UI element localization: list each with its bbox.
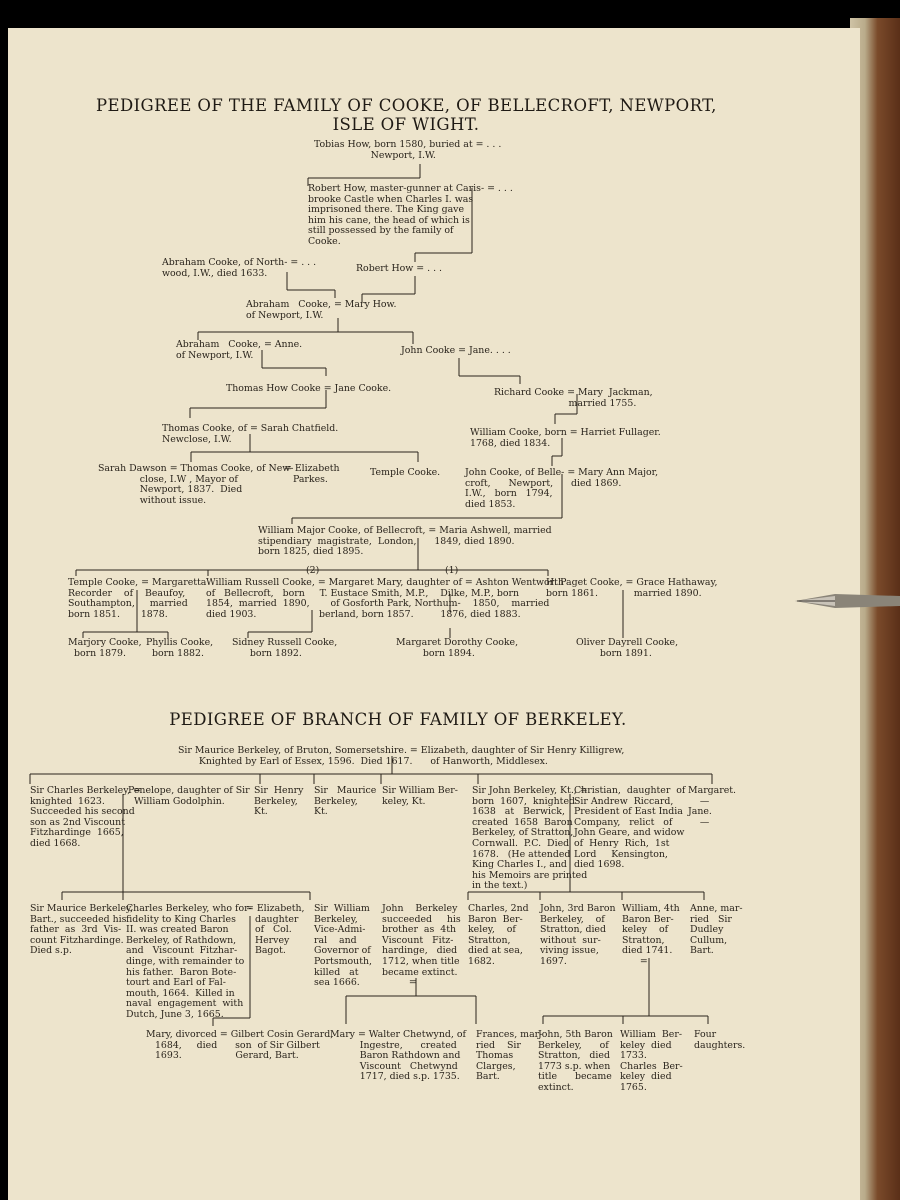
pedigree-entry: Sir Maurice Berkeley, Bart., succeeded his father as 3rd Vis- count Fitzhardinge. Died s.p. [30,903,134,957]
pedigree-entry: John Cooke, of Belle- = Mary Ann Major, croft, Newport, died 1869. I.W., born 1794, died 1853. [465,467,659,510]
pedigree-entry: John, 3rd Baron Berkeley, of Stratton, died without sur- viving issue, 1697. [540,903,616,967]
marriage-index: (1) [445,565,459,576]
berkeley-pedigree-title: PEDIGREE OF BRANCH OF FAMILY OF BERKELEY. [169,710,627,729]
pedigree-entry: Thomas Cooke, of = Sarah Chatfield. Newclose, I.W. [162,423,339,445]
pedigree-entry: Abraham Cooke, of North- = . . . wood, I.W., died 1633. [162,257,317,279]
pedigree-entry: Sir Charles Berkeley, = knighted 1623. Succeeded his second son as 2nd Viscount Fitzhardinge 1665, died 1668. [30,785,142,849]
pedigree-entry: John Berkeley succeeded his brother as 4th Viscount Fitz- hardinge, died 1712, when title became extinct. = [382,903,461,989]
marriage-index: (2) [306,565,320,576]
pedigree-entry: Charles Berkeley, who for- fidelity to King Charles II. was created Baron Berkeley, of Rathdown, and Viscount Fitzhar- dinge, with remainder to his father. Baron Bote- tourt and Earl of Fal- mouth, 1664. Killed in naval engagement with Dutch, June 3, 1665. [126,903,252,1020]
pedigree-entry: John Cooke = Jane. . . . [401,345,511,356]
pedigree-entry: Frances, mar- ried Sir Thomas Clarges, Bart. [476,1029,543,1083]
pedigree-entry: Four daughters. [694,1029,746,1051]
pedigree-entry: Mary = Walter Chetwynd, of Ingestre, created Baron Rathdown and Viscount Chetwynd 1717, died s.p. 1735. [330,1029,466,1083]
pedigree-entry: Robert How = . . . [356,263,443,274]
pedigree-entry: Sir Maurice Berkeley, of Bruton, Somersetshire. = Elizabeth, daughter of Sir Henry Killigrew, Knighted by Earl of Essex, 1596. Died 1617. of Hanworth, Middlesex. [178,745,625,767]
pedigree-entry: H. Paget Cooke, = Grace Hathaway, born 1861. married 1890. [546,577,718,599]
pedigree-entry: Richard Cooke = Mary Jackman, married 1755. [494,387,653,409]
pedigree-entry: = Elizabeth, daughter of Col. Hervey Bagot. [246,903,305,957]
berkeley-connector-lines [8,28,860,1200]
document-page [8,28,860,1200]
pedigree-entry: Temple Cooke, = Margaretta Recorder of Beaufoy, Southampton, married born 1851. 1878. [68,577,207,620]
pedigree-entry: Marjory Cooke, born 1879. [68,637,142,659]
pedigree-entry: Thomas How Cooke = Jane Cooke. [226,383,392,394]
pedigree-entry: Christian, daughter of Sir Andrew Riccard, President of East India Company, relict of John Geare, and widow of Henry Rich, 1st Lord Kensington, died 1698. [574,785,686,871]
pedigree-entry: William Major Cooke, of Bellecroft, = Maria Ashwell, married stipendiary magistrate, London, 1849, died 1890. born 1825, died 1895. [258,525,552,558]
pedigree-entry: Phyllis Cooke, born 1882. [146,637,214,659]
pedigree-entry: John, 5th Baron Berkeley, of Stratton, died 1773 s.p. when title became extinct. [538,1029,613,1093]
pedigree-entry: Sir John Berkeley, Kt., = born 1607, knighted 1638 at Berwick, created 1658 Baron Berkeley, of Stratton, Cornwall. P.C. Died 1678. (He attended King Charles I., and his Memoirs are printed in the text.) [472,785,588,892]
pedigree-entry: Abraham Cooke, = Mary How. of Newport, I.W. [246,299,397,321]
pedigree-entry: Mary, divorced = Gilbert Cosin Gerard, 1684, died son of Sir Gilbert 1693. Gerard, Bart. [146,1029,334,1062]
pedigree-entry: Margaret. — Jane. — [688,785,737,828]
pedigree-entry: Sir Henry Berkeley, Kt. [254,785,304,818]
pedigree-entry: = Elizabeth Parkes. [284,463,340,485]
pedigree-entry: Charles, 2nd Baron Ber- keley, of Stratton, died at sea, 1682. [468,903,529,967]
pedigree-entry: Tobias How, born 1580, buried at = . . . Newport, I.W. [314,139,502,161]
pedigree-entry: Sidney Russell Cooke, born 1892. [232,637,338,659]
pedigree-entry: William, 4th Baron Ber- keley of Stratton, died 1741. = [622,903,680,967]
pedigree-entry: Abraham Cooke, = Anne. of Newport, I.W. [176,339,303,361]
pedigree-entry: Sir Maurice Berkeley, Kt. [314,785,377,818]
pedigree-entry: Anne, mar- ried Sir Dudley Cullum, Bart. [690,903,743,957]
pedigree-entry: Oliver Dayrell Cooke, born 1891. [576,637,679,659]
pedigree-entry: Sarah Dawson = Thomas Cooke, of New- close, I.W , Mayor of Newport, 1837. Died without issue. [98,463,294,506]
pedigree-entry: Sir William Ber- keley, Kt. [382,785,458,807]
pedigree-entry: Temple Cooke. [370,467,441,478]
pedigree-entry: Robert How, master-gunner at Caris- = . . . brooke Castle when Charles I. was imprisoned there. The King gave him his cane, the head of which is still possessed by the family of Cooke. [308,183,513,247]
pedigree-entry: Sir William Berkeley, Vice-Admi- ral and Governor of Portsmouth, killed at sea 1666. [314,903,372,989]
pedigree-entry: William Russell Cooke, = Margaret Mary, daughter of = Ashton Wentworth of Bellecroft, born T. Eustace Smith, M.P., Dilke, M.P., born 1854, married 1890, of Gosforth Park, Northum- 1850, married died 1903. berland, born 1857. 1876, died 1883. [206,577,564,620]
pedigree-entry: Margaret Dorothy Cooke, born 1894. [396,637,519,659]
pen-nib-icon [795,588,900,614]
pedigree-entry: William Ber- keley died 1733. Charles Ber- keley died 1765. [620,1029,683,1093]
pedigree-entry: William Cooke, born = Harriet Fullager. 1768, died 1834. [470,427,661,449]
pedigree-entry: Penelope, daughter of Sir William Godolphin. [128,785,250,807]
cooke-pedigree-title: PEDIGREE OF THE FAMILY OF COOKE, OF BELLECROFT, NEWPORT, ISLE OF WIGHT. [96,96,717,134]
